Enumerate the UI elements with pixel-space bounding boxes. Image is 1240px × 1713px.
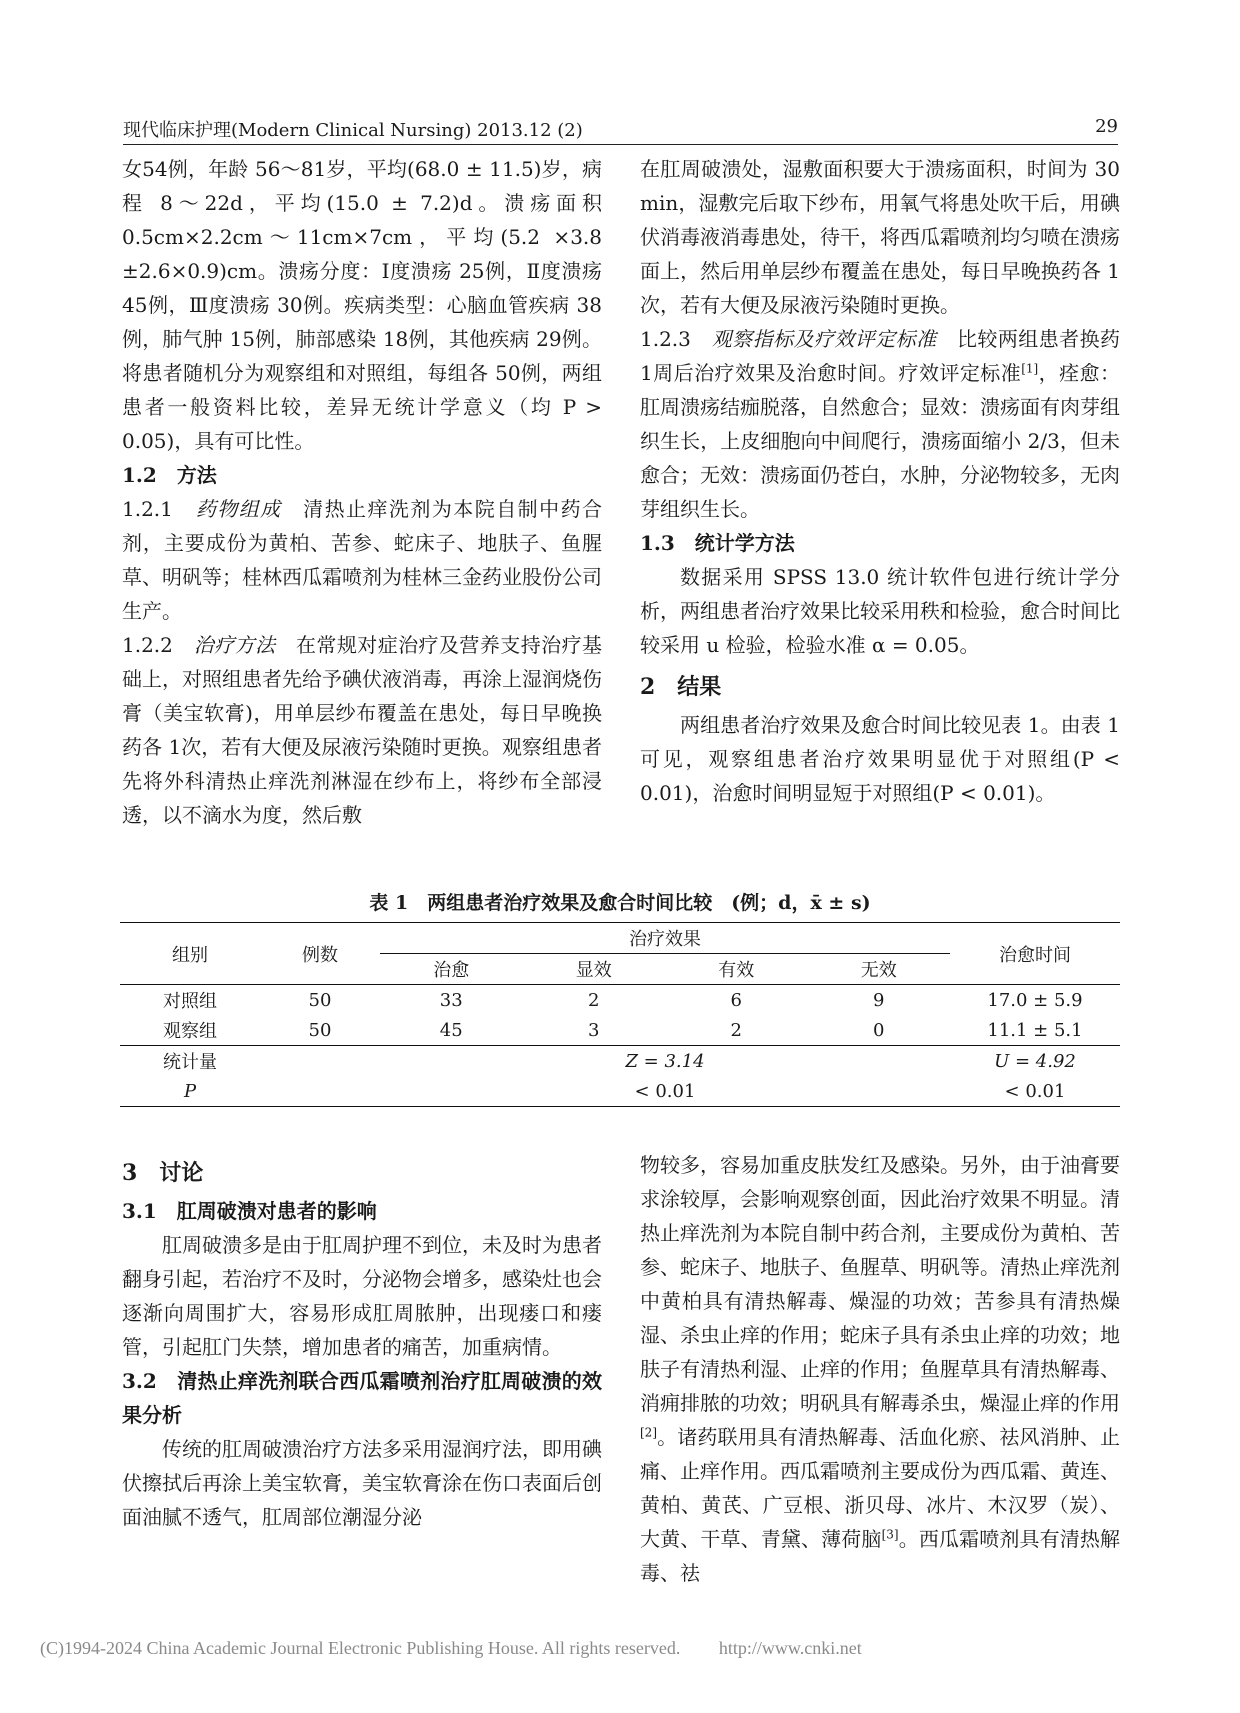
cell-stat-effect: Z = 3.14 — [625, 1050, 705, 1072]
cell-group: 对照组 — [163, 991, 217, 1012]
subsection-text: 在常规对症治疗及营养支持治疗基础上，对照组患者先给予碘伏液消毒，再涂上湿润烧伤膏（美宝软膏)，用单层纱布覆盖在患处，每日早晚换药各 1次，若有大便及尿液污染随时更换。观察组患者先将外科清热止痒洗剂淋湿在纱布上，将纱布全部浸透，以不滴水为度，然后敷 — [122, 633, 603, 827]
cell-stat-heal: U = 4.92 — [994, 1050, 1076, 1072]
cell-p-effect: < 0.01 — [634, 1080, 696, 1102]
right-column-bottom — [640, 1148, 1120, 1590]
table-row-stat — [120, 1046, 1120, 1077]
cell-effective: 6 — [730, 989, 742, 1011]
journal-title: 现代临床护理(Modern Clinical Nursing) 2013.12 (2) — [123, 120, 583, 141]
results-paragraph: 两组患者治疗效果及愈合时间比较见表 1。由表 1可见，观察组患者治疗效果明显优于对照组(P < 0.01)，治愈时间明显短于对照组(P < 0.01)。 — [640, 713, 1120, 805]
table-caption: 表 1 两组患者治疗效果及愈合时间比较 (例；d，x̄ ± s) — [369, 892, 871, 914]
section-heading-2: 2 结果 — [640, 674, 722, 700]
patient-info-paragraph: 女54例，年龄 56～81岁，平均(68.0 ± 11.5)岁，病程 8～22d，平均(15.0 ± 7.2)d。溃疡面积 0.5cm×2.2cm～11cm×7cm，平均(5.2 ×3.8 ±2.6×0.9)cm。溃疡分度：Ⅰ度溃疡 25例，Ⅱ度溃疡 45例，Ⅲ度溃疡 30例。疾病类型：心脑血管疾病 38例，肺气肿 15例，肺部感染 18例，其他疾病 29例。将患者随机分为观察组和对照组，每组各 50例，两组患者一般资料比较，差异无统计学意义（均 P > 0.05)，具有可比性。 — [122, 157, 602, 453]
section-heading-3-2: 3.2 清热止痒洗剂联合西瓜霜喷剂治疗肛周破溃的效果分析 — [122, 1369, 602, 1427]
cell-p-heal: < 0.01 — [1004, 1080, 1066, 1102]
header-effect: 治疗效果 — [380, 923, 950, 954]
subsection-title: 观察指标及疗效评定标准 — [711, 327, 937, 351]
cnki-url: http://www.cnki.net — [718, 1638, 862, 1658]
citation-2: [2] — [640, 1425, 657, 1440]
copyright-footer — [40, 1638, 1200, 1659]
cell-ineffective: 0 — [873, 1019, 885, 1041]
citation-3: [3] — [881, 1527, 899, 1542]
statistics-paragraph: 数据采用 SPSS 13.0 统计软件包进行统计学分析，两组患者治疗效果比较采用秩和检验，愈合时间比较采用 u 检验，检验水准 α = 0.05。 — [640, 565, 1120, 657]
running-header — [123, 116, 1118, 145]
right-column-top — [640, 152, 1120, 810]
subsection-text: 清热止痒洗剂为本院自制中药合剂，主要成份为黄柏、苦参、蛇床子、地肤子、鱼腥草、明矾等；桂林西瓜霜喷剂为桂林三金药业股份公司生产。 — [122, 497, 603, 623]
left-column-top — [122, 152, 602, 832]
cell-effective: 2 — [730, 1019, 742, 1041]
cell-ineffective: 9 — [873, 989, 885, 1011]
subsection-1-2-1 — [122, 492, 602, 628]
table-1 — [120, 888, 1120, 1107]
header-cases: 例数 — [302, 944, 338, 966]
header-cured: 治愈 — [433, 960, 470, 981]
cell-marked: 3 — [588, 1019, 600, 1041]
cell-stat-label: 统计量 — [163, 1052, 217, 1073]
citation-1: [1] — [1021, 361, 1039, 376]
cell-heal-time: 11.1 ± 5.1 — [987, 1019, 1083, 1041]
section-heading-1-3: 1.3 统计学方法 — [640, 531, 795, 555]
results-table — [120, 922, 1120, 1107]
section-heading-3: 3 讨论 — [122, 1160, 204, 1186]
subsection-number: 1.2.2 — [122, 633, 173, 657]
table-row-p — [120, 1076, 1120, 1107]
header-marked: 显效 — [575, 960, 612, 981]
header-ineffective: 无效 — [860, 960, 897, 981]
paragraph-text: 。诸药联用具有清热解毒、活血化瘀、祛风消肿、止痛、止痒作用。西瓜霜喷剂主要成份为西瓜霜、黄连、黄柏、黄芪、广豆根、浙贝母、冰片、木汉罗（炭）、大黄、干草、青黛、薄荷脑 — [640, 1425, 1120, 1551]
discussion-paragraph-2: 传统的肛周破溃治疗方法多采用湿润疗法，即用碘伏擦拭后再涂上美宝软膏，美宝软膏涂在伤口表面后创面油腻不透气，肛周部位潮湿分泌 — [122, 1437, 602, 1529]
subsection-text-cont: ，痊愈：肛周溃疡结痂脱落，自然愈合；显效：溃疡面有肉芽组织生长，上皮细胞向中间爬行，溃疡面缩小 2/3，但未愈合；无效：溃疡面仍苍白，水肿，分泌物较多，无肉芽组织生长。 — [640, 361, 1121, 521]
subsection-title: 治疗方法 — [193, 633, 276, 657]
discussion-paragraph-3 — [640, 1148, 1120, 1590]
copyright-text: (C)1994-2024 China Academic Journal Electronic Publishing House. All rights reserved. — [40, 1638, 681, 1658]
subsection-number: 1.2.1 — [122, 497, 173, 521]
subsection-number: 1.2.3 — [640, 327, 691, 351]
cell-heal-time: 17.0 ± 5.9 — [987, 989, 1083, 1011]
header-group: 组别 — [172, 944, 208, 966]
page-number: 29 — [1095, 116, 1118, 137]
cell-cured: 33 — [439, 989, 463, 1011]
left-column-bottom — [122, 1148, 602, 1534]
paragraph-text: 。西瓜霜喷剂具有清热解毒、祛 — [640, 1527, 1121, 1585]
cell-cases: 50 — [308, 1019, 332, 1041]
table-row — [120, 1015, 1120, 1046]
subsection-title: 药物组成 — [195, 497, 282, 521]
method-continued-paragraph: 在肛周破溃处，湿敷面积要大于溃疡面积，时间为 30 min，湿敷完后取下纱布，用氧气将患处吹干后，用碘伏消毒液消毒患处，待干，将西瓜霜喷剂均匀喷在溃疡面上，然后用单层纱布覆盖在患处，每日早晚换药各 1次，若有大便及尿液污染随时更换。 — [640, 157, 1120, 317]
cell-p-label: P — [183, 1080, 197, 1102]
subsection-1-2-2 — [122, 628, 602, 832]
cell-group: 观察组 — [163, 1021, 217, 1042]
table-row — [120, 985, 1120, 1016]
cell-marked: 2 — [588, 989, 600, 1011]
discussion-paragraph-1: 肛周破溃多是由于肛周护理不到位，未及时为患者翻身引起，若治疗不及时，分泌物会增多，感染灶也会逐渐向周围扩大，容易形成肛周脓肿，出现瘘口和瘘管，引起肛门失禁，增加患者的痛苦，加重病情。 — [122, 1233, 602, 1359]
cell-cured: 45 — [439, 1019, 463, 1041]
paragraph-text: 物较多，容易加重皮肤发红及感染。另外，由于油膏要求涂较厚，会影响观察创面，因此治疗效果不明显。清热止痒洗剂为本院自制中药合剂，主要成份为黄柏、苦参、蛇床子、地肤子、鱼腥草、明矾等。清热止痒洗剂中黄柏具有清热解毒、燥湿的功效；苦参具有清热燥湿、杀虫止痒的作用；蛇床子具有杀虫止痒的功效；地肤子有清热利湿、止痒的作用；鱼腥草具有清热解毒、消痈排脓的功效；明矾具有解毒杀虫，燥湿止痒的作用 — [640, 1153, 1120, 1415]
header-effective: 有效 — [718, 960, 755, 981]
subsection-1-2-3 — [640, 322, 1120, 526]
subsection-text: 比较两组患者换药 1周后治疗效果及治愈时间。疗效评定标准 — [640, 327, 1121, 385]
cell-cases: 50 — [308, 989, 332, 1011]
section-heading-3-1: 3.1 肛周破溃对患者的影响 — [122, 1199, 377, 1223]
section-heading-1-2: 1.2 方法 — [122, 463, 217, 487]
header-heal-time: 治愈时间 — [999, 944, 1071, 966]
